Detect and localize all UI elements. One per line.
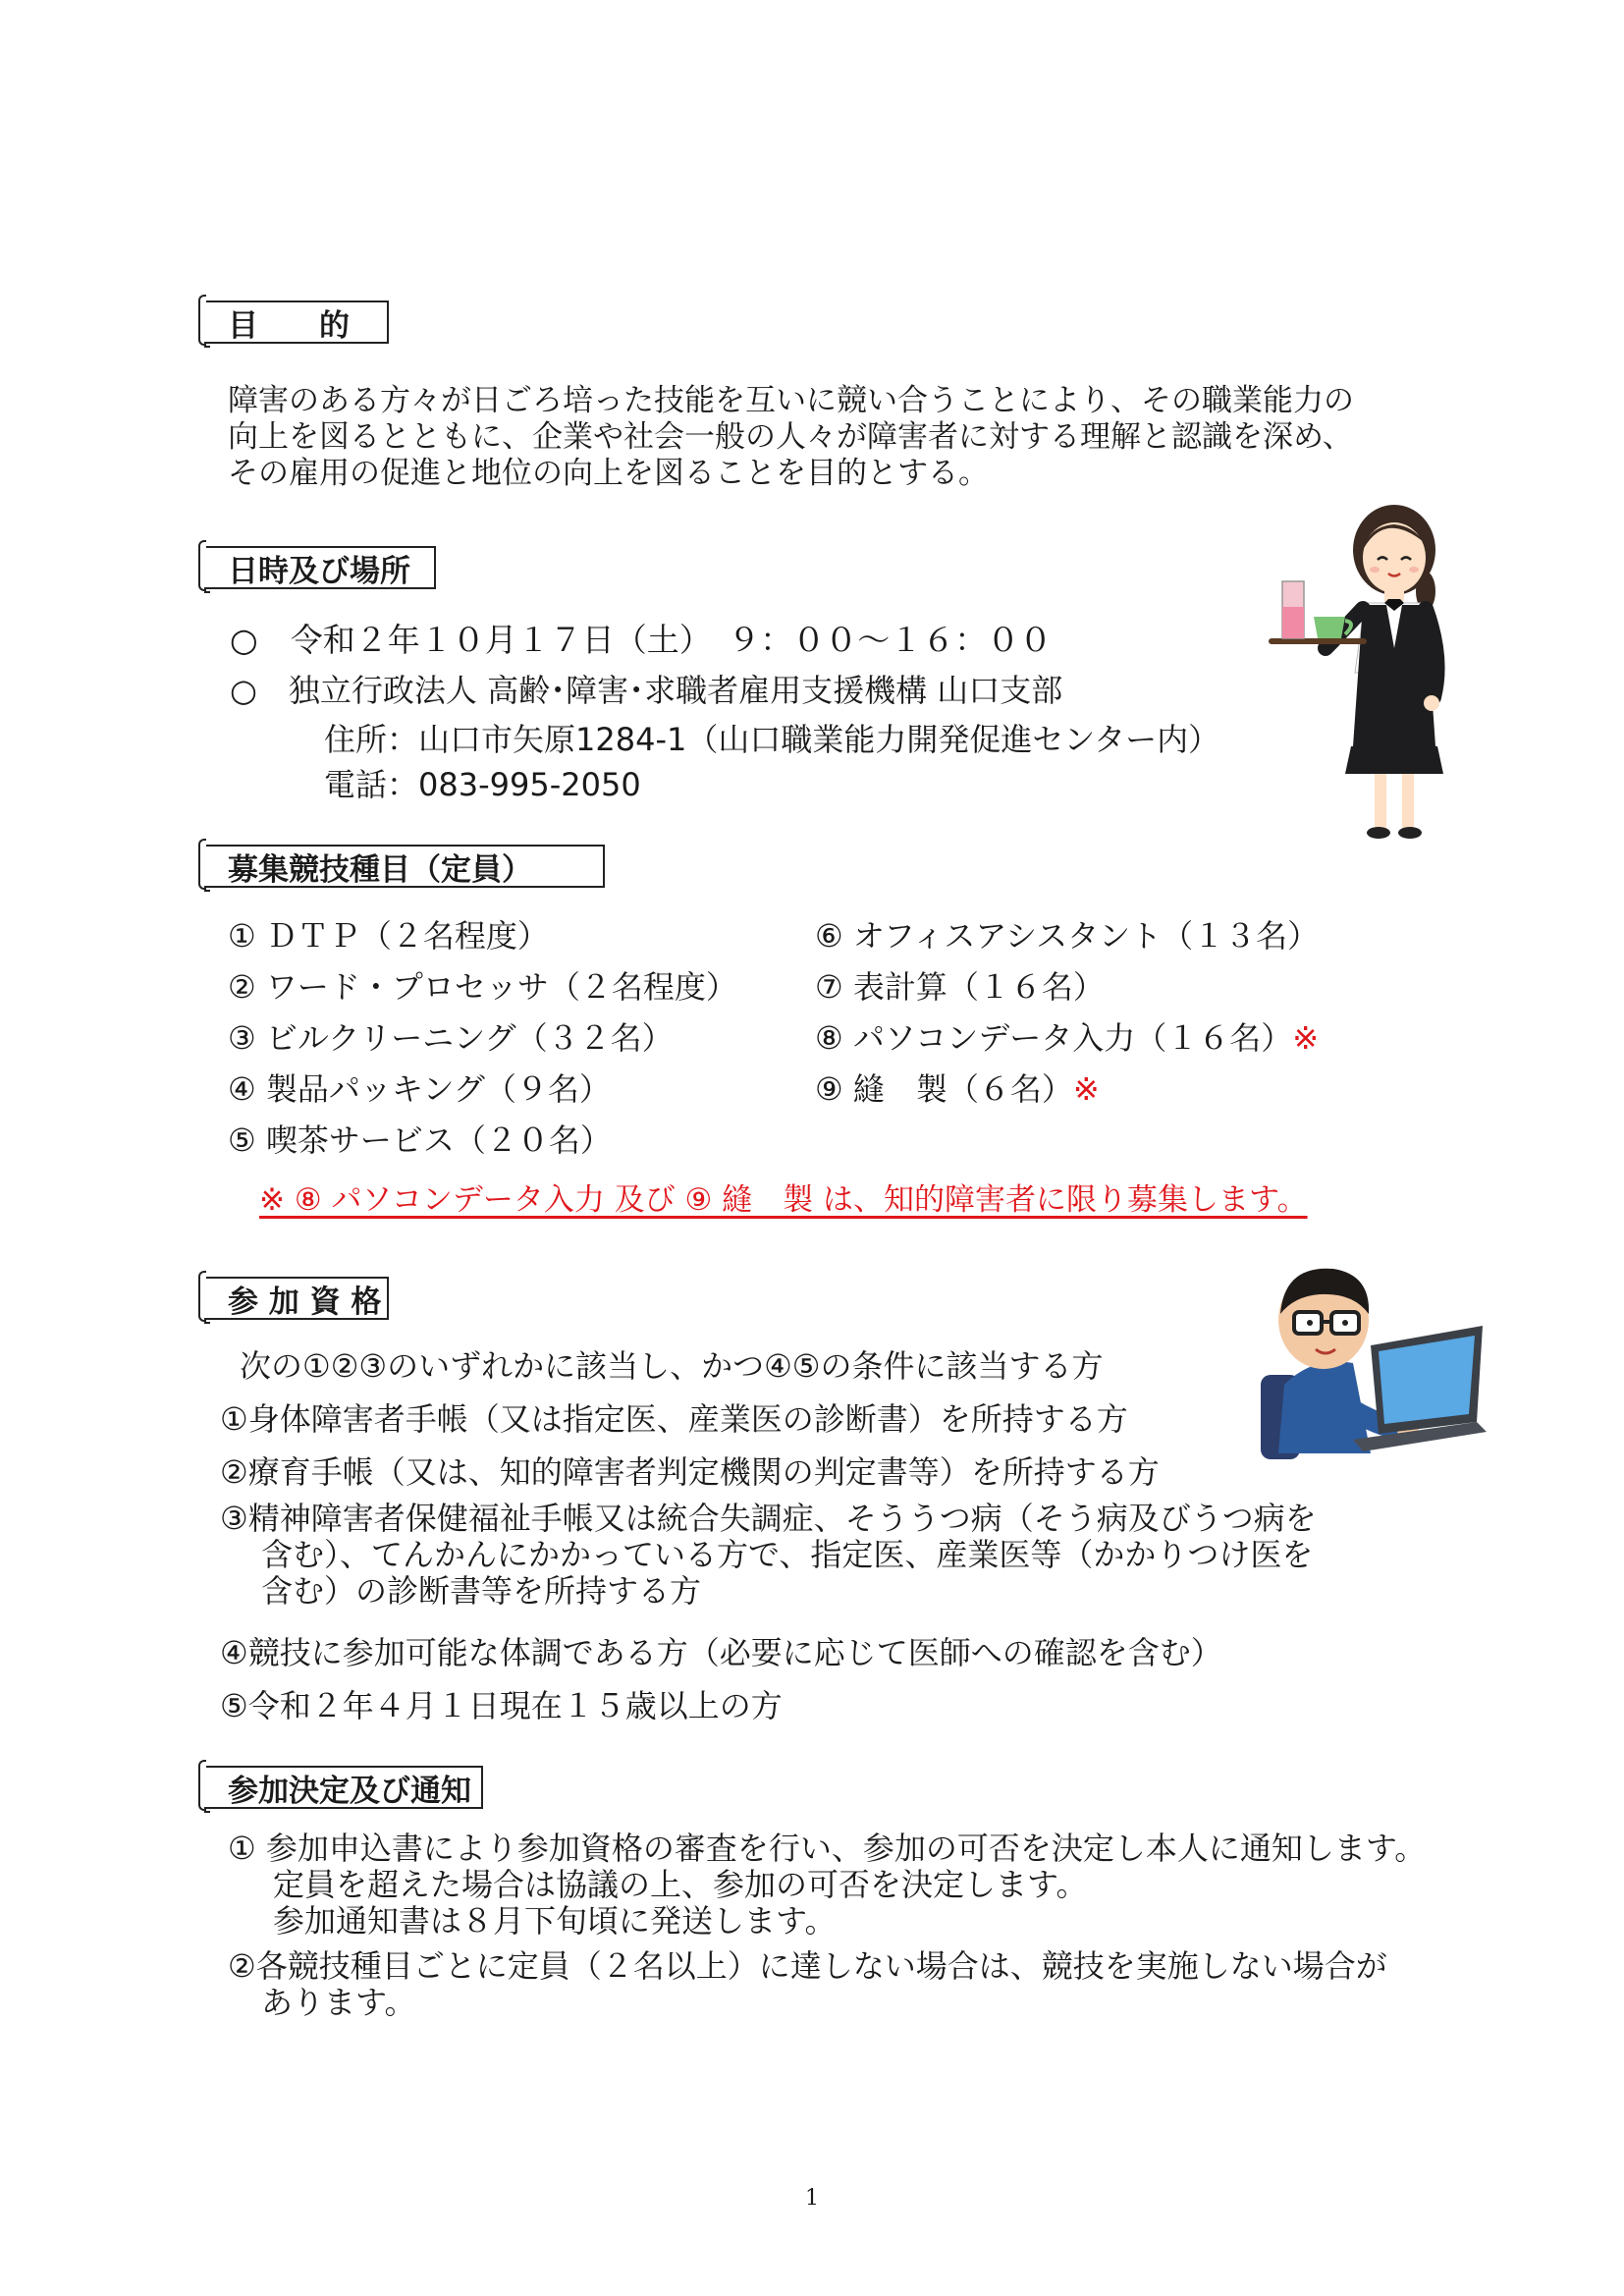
- event-item: ⑥ オフィスアシスタント（１３名）: [815, 917, 1320, 955]
- purpose-line: その雇用の促進と地位の向上を図ることを目的とする。: [228, 456, 989, 491]
- eligibility-item: ①身体障害者手帳（又は指定医、産業医の診断書）を所持する方: [220, 1400, 1128, 1438]
- notice-line: 定員を超えた場合は協議の上、参加の可否を決定します。: [273, 1866, 1088, 1903]
- event-venue: ○ 独立行政法人 高齢･障害･求職者雇用支援機構 山口支部: [230, 672, 1063, 709]
- section-heading-events: [206, 845, 605, 888]
- event-item: ⑦ 表計算（１６名）: [815, 968, 1105, 1006]
- section-heading-datetime: [206, 546, 436, 589]
- heading-text: 日時及び場所: [228, 553, 410, 589]
- event-item: ② ワード・プロセッサ（２名程度）: [228, 968, 737, 1006]
- section-heading-eligibility: [206, 1277, 389, 1320]
- event-item: ① ＤＴＰ（２名程度）: [228, 917, 549, 955]
- event-item: [815, 1013, 1319, 1059]
- notice-line: ① 参加申込書により参加資格の審査を行い、参加の可否を決定し本人に通知します。: [228, 1830, 1427, 1867]
- notice-item: [228, 1948, 1387, 2021]
- notice-line: ②各競技種目ごとに定員（２名以上）に達しない場合は、競技を実施しない場合が: [228, 1947, 1387, 1985]
- page-number: 1: [805, 2186, 819, 2211]
- notice-line: あります。: [261, 1984, 416, 2021]
- eligibility-item: ⑤令和２年４月１日現在１５歳以上の方: [220, 1687, 783, 1724]
- waitress-illustration: [1267, 501, 1492, 845]
- heading-text: 目 的: [228, 307, 350, 344]
- eligibility-line: 含む）、てんかんにかかっている方で、指定医、産業医等（かかりつけ医を: [261, 1536, 1314, 1573]
- restriction-mark: ※: [1072, 1070, 1100, 1108]
- eligibility-intro: 次の①②③のいずれかに該当し、かつ④⑤の条件に該当する方: [240, 1347, 1104, 1385]
- eligibility-item: ④競技に参加可能な体調である方（必要に応じて医師への確認を含む）: [220, 1634, 1222, 1671]
- purpose-text: [228, 383, 1354, 492]
- heading-text: 参加決定及び通知: [228, 1773, 471, 1809]
- eligibility-item: [220, 1501, 1317, 1610]
- notice-line: 参加通知書は８月下旬頃に発送します。: [273, 1902, 837, 1940]
- notice-item: [228, 1831, 1426, 1940]
- man-at-laptop-illustration: [1255, 1257, 1490, 1463]
- restriction-note: ※ ⑧ パソコンデータ入力 及び ⑨ 縫 製 は、知的障害者に限り募集します。: [259, 1182, 1308, 1218]
- event-item-label: ⑨ 縫 製（６名）: [815, 1070, 1073, 1108]
- section-heading-notice: [206, 1766, 483, 1809]
- event-item: ③ ビルクリーニング（３２名）: [228, 1019, 674, 1057]
- purpose-line: 向上を図るとともに、企業や社会一般の人々が障害者に対する理解と認識を深め、: [228, 419, 1353, 455]
- event-item: ⑤ 喫茶サービス（２０名）: [228, 1121, 612, 1159]
- eligibility-line: ③精神障害者保健福祉手帳又は統合失調症、そううつ病（そう病及びうつ病を: [220, 1500, 1317, 1537]
- eligibility-line: 含む）の診断書等を所持する方: [261, 1572, 702, 1610]
- venue-phone: 電話：083-995-2050: [324, 766, 641, 803]
- eligibility-item: ②療育手帳（又は、知的障害者判定機関の判定書等）を所持する方: [220, 1453, 1160, 1491]
- event-date: ○ 令和２年１０月１７日（土） ９：００～１６：００: [230, 621, 1053, 659]
- purpose-line: 障害のある方々が日ごろ培った技能を互いに競い合うことにより、その職業能力の: [228, 383, 1354, 418]
- venue-address: 住所：山口市矢原1284-1（山口職業能力開発促進センター内）: [324, 721, 1220, 758]
- event-item-label: ⑧ パソコンデータ入力（１６名）: [815, 1019, 1293, 1057]
- restriction-mark: ※: [1292, 1019, 1320, 1057]
- heading-text: 参 加 資 格: [228, 1284, 382, 1320]
- event-item: [815, 1065, 1100, 1110]
- heading-text: 募集競技種目（定員）: [228, 851, 532, 888]
- event-item: ④ 製品パッキング（９名）: [228, 1070, 611, 1108]
- section-heading-purpose: [206, 301, 389, 344]
